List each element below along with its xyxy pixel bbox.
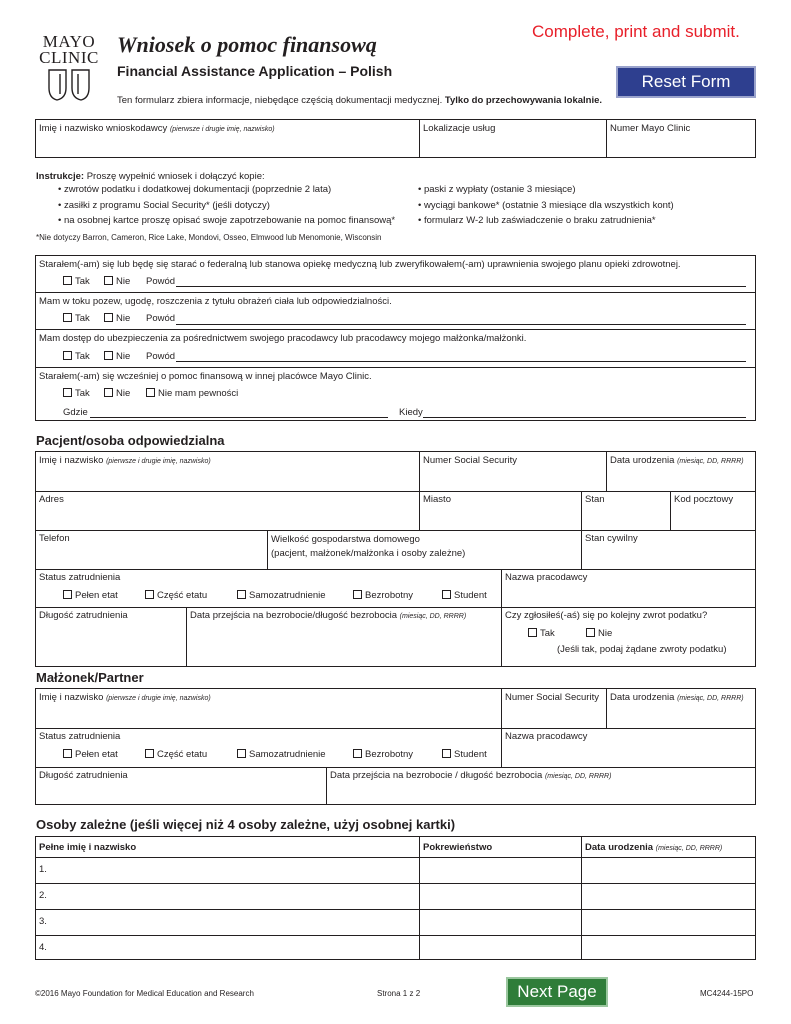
storage-note-plain: Ten formularz zbiera informacje, niebędące częścią dokumentacji medycznej. <box>117 95 443 106</box>
spouse-part-time-checkbox[interactable]: Część etatu <box>145 749 207 760</box>
instruction-item: • zwrotów podatku i dodatkowej dokumentacji (poprzednie 2 lata) <box>58 184 332 195</box>
question-2-reason-field[interactable] <box>176 324 746 325</box>
col-dob-header: Data urodzenia (miesiąc, DD, RRRR) <box>585 842 723 853</box>
patient-full-time-checkbox[interactable]: Pełen etat <box>63 590 118 601</box>
instruction-item: • zasiłki z programu Social Security* (jeśli dotyczy) <box>58 200 270 211</box>
spouse-unemployed-checkbox[interactable]: Bezrobotny <box>353 749 413 760</box>
mayo-number-label: Numer Mayo Clinic <box>610 123 691 134</box>
patient-household-label: Wielkość gospodarstwa domowego (pacjent, małżonek/małżonka i osoby zależne) <box>271 534 466 559</box>
patient-box <box>35 451 756 667</box>
question-1-yes[interactable]: Tak <box>63 276 90 287</box>
next-page-button[interactable]: Next Page <box>506 977 608 1007</box>
instructions-text: Proszę wypełnić wniosek i dołączyć kopie: <box>86 171 265 182</box>
question-2-reason-label: Powód <box>146 313 176 324</box>
page-number: Strona 1 z 2 <box>377 989 421 998</box>
spouse-emp-status-label: Status zatrudnienia <box>39 731 121 742</box>
table-row: 2. <box>39 890 47 901</box>
form-code: MC4244-15PO <box>700 989 754 998</box>
spouse-self-employed-checkbox[interactable]: Samozatrudnienie <box>237 749 326 760</box>
spouse-heading: Małżonek/Partner <box>36 670 144 685</box>
mayo-logo <box>34 34 104 66</box>
instruction-item: • formularz W-2 lub zaświadczenie o braku zatrudnienia* <box>418 215 656 226</box>
copyright: ©2016 Mayo Foundation for Medical Education and Research <box>35 989 254 998</box>
instruction-item: • wyciągi bankowe* (ostatnie 3 miesiące dla wszystkich kont) <box>418 200 674 211</box>
page-subtitle: Financial Assistance Application – Polish <box>117 63 393 79</box>
question-4-when-field[interactable] <box>423 417 746 418</box>
table-row: 4. <box>39 942 47 953</box>
question-4-when-label: Kiedy <box>399 407 423 418</box>
patient-zip-label: Kod pocztowy <box>674 494 734 505</box>
patient-state-label: Stan <box>585 494 605 505</box>
question-1-reason-field[interactable] <box>176 286 746 287</box>
patient-emp-status-label: Status zatrudnienia <box>39 572 121 583</box>
question-1-no[interactable]: Nie <box>104 276 130 287</box>
reset-form-button[interactable]: Reset Form <box>616 66 756 98</box>
patient-unemployed-checkbox[interactable]: Bezrobotny <box>353 590 413 601</box>
spouse-dob-label: Data urodzenia (miesiąc, DD, RRRR) <box>610 692 744 703</box>
spouse-box <box>35 688 756 805</box>
col-relationship-header: Pokrewieństwo <box>423 842 493 853</box>
spouse-emp-length-label: Długość zatrudnienia <box>39 770 128 781</box>
table-row: 3. <box>39 916 47 927</box>
spouse-unemp-date-label: Data przejścia na bezrobocie / długość bezrobocia (miesiąc, DD, RRRR) <box>330 770 612 781</box>
question-4-no[interactable]: Nie <box>104 388 130 399</box>
question-4-text: Starałem(-am) się wcześniej o pomoc finansową w innej placówce Mayo Clinic. <box>39 371 372 382</box>
patient-self-employed-checkbox[interactable]: Samozatrudnienie <box>237 590 326 601</box>
patient-unemp-date-label: Data przejścia na bezrobocie/długość bezrobocia (miesiąc, DD, RRRR) <box>190 610 467 621</box>
patient-student-checkbox[interactable]: Student <box>442 590 487 601</box>
question-4-unsure[interactable]: Nie mam pewności <box>146 388 238 399</box>
question-2-text: Mam w toku pozew, ugodę, roszczenia z tytułu obrażeń ciała lub odpowiedzialności. <box>39 296 392 307</box>
patient-tax-no[interactable]: Nie <box>586 628 612 639</box>
instructions <box>36 170 265 184</box>
service-location-field[interactable] <box>420 120 606 157</box>
logo-line2: CLINIC <box>39 48 99 67</box>
question-3-text: Mam dostęp do ubezpieczenia za pośrednictwem swojego pracodawcy lub pracodawcy mojego małżonka/małżonki. <box>39 333 527 344</box>
instruction-item: • paski z wypłaty (ostanie 3 miesiące) <box>418 184 576 195</box>
dependents-table <box>35 836 756 960</box>
mayo-number-field[interactable] <box>607 120 755 157</box>
instructions-footnote: *Nie dotyczy Barron, Cameron, Rice Lake, Mondovi, Osseo, Elmwood lub Menomonie, Wisconsin <box>36 233 382 242</box>
question-4-where-field[interactable] <box>90 417 388 418</box>
spouse-name-label: Imię i nazwisko (pierwsze i drugie imię, nazwisko) <box>39 692 211 703</box>
spouse-student-checkbox[interactable]: Student <box>442 749 487 760</box>
spouse-employer-label: Nazwa pracodawcy <box>505 731 588 742</box>
patient-employer-label: Nazwa pracodawcy <box>505 572 588 583</box>
patient-marital-label: Stan cywilny <box>585 533 638 544</box>
patient-heading: Pacjent/osoba odpowiedzialna <box>36 433 225 448</box>
storage-note-bold: Tylko do przechowywania lokalnie. <box>444 95 603 106</box>
instruction-item: • na osobnej kartce proszę opisać swoje zapotrzebowanie na pomoc finansową* <box>58 215 396 226</box>
table-row: 1. <box>39 864 47 875</box>
applicant-name-label: Imię i nazwisko wnioskodawcy (pierwsze i drugie imię, nazwisko) <box>39 123 275 134</box>
patient-ssn-label: Numer Social Security <box>423 455 517 466</box>
mayo-shield-icon <box>46 68 92 102</box>
question-4-where-label: Gdzie <box>63 407 88 418</box>
spouse-ssn-label: Numer Social Security <box>505 692 599 703</box>
page-title: Wniosek o pomoc finansową <box>117 32 377 57</box>
question-1-reason-label: Powód <box>146 276 176 287</box>
patient-tax-note: (Jeśli tak, podaj żądane zwroty podatku) <box>557 644 727 655</box>
question-2-yes[interactable]: Tak <box>63 313 90 324</box>
question-2-no[interactable]: Nie <box>104 313 130 324</box>
question-3-reason-label: Powód <box>146 351 176 362</box>
question-3-yes[interactable]: Tak <box>63 351 90 362</box>
question-1-text: Starałem(-am) się lub będę się starać o federalną lub stanowa opiekę medyczną lub zweryfikowałem(-am) uprawnienia swojego planu opieki zdrowotnej. <box>39 259 681 270</box>
patient-emp-length-label: Długość zatrudnienia <box>39 610 128 621</box>
patient-dob-label: Data urodzenia (miesiąc, DD, RRRR) <box>610 455 744 466</box>
patient-tax-question: Czy zgłosiłeś(-aś) się po kolejny zwrot podatku? <box>505 610 708 621</box>
question-4-yes[interactable]: Tak <box>63 388 90 399</box>
patient-part-time-checkbox[interactable]: Część etatu <box>145 590 207 601</box>
patient-tax-yes[interactable]: Tak <box>528 628 555 639</box>
question-3-no[interactable]: Nie <box>104 351 130 362</box>
patient-city-label: Miasto <box>423 494 451 505</box>
service-location-label: Lokalizacje usług <box>423 123 496 134</box>
storage-note <box>117 95 602 106</box>
questions-box <box>35 255 756 421</box>
applicant-box <box>35 119 756 158</box>
applicant-name-field[interactable] <box>36 120 419 157</box>
instructions-lead: Instrukcje: <box>36 171 85 182</box>
complete-instruction: Complete, print and submit. <box>532 22 740 41</box>
spouse-full-time-checkbox[interactable]: Pełen etat <box>63 749 118 760</box>
logo-line1: MAYO <box>42 32 96 51</box>
patient-address-label: Adres <box>39 494 64 505</box>
question-3-reason-field[interactable] <box>176 361 746 362</box>
dependents-heading: Osoby zależne (jeśli więcej niż 4 osoby zależne, użyj osobnej kartki) <box>36 817 456 832</box>
patient-name-label: Imię i nazwisko (pierwsze i drugie imię, nazwisko) <box>39 455 211 466</box>
patient-phone-label: Telefon <box>39 533 70 544</box>
col-name-header: Pełne imię i nazwisko <box>39 842 137 853</box>
